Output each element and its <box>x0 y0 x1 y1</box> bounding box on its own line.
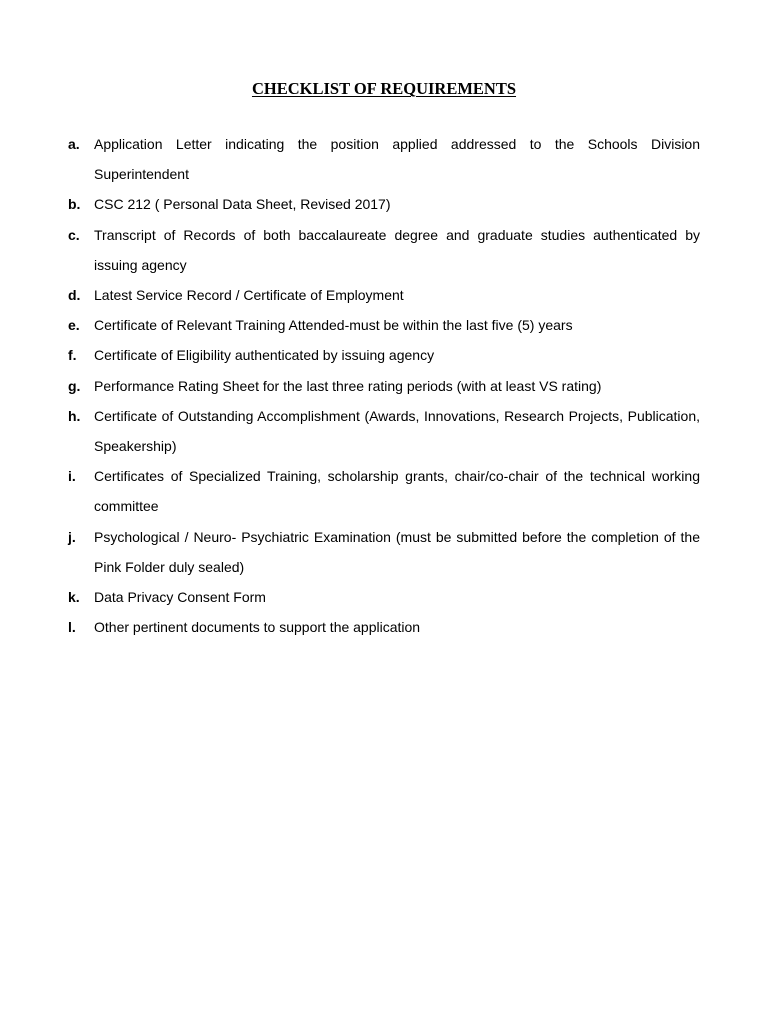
list-item-text: Certificate of Outstanding Accomplishment (Awards, Innovations, Research Projects, Publication, Speakership) <box>94 407 700 455</box>
list-item <box>0 220 700 280</box>
list-marker: f. <box>68 347 77 364</box>
list-item-text: Latest Service Record / Certificate of Employment <box>94 287 404 304</box>
list-item-text: Data Privacy Consent Form <box>94 589 266 606</box>
document-title <box>0 79 768 99</box>
list-marker: b. <box>68 196 81 213</box>
list-marker: e. <box>68 317 80 334</box>
list-marker: h. <box>68 407 81 424</box>
list-item <box>0 310 700 340</box>
list-item-text: Application Letter indicating the position applied addressed to the Schools Division Superintendent <box>94 136 700 183</box>
list-marker: c. <box>68 226 80 243</box>
list-item <box>0 522 700 582</box>
list-item <box>0 280 700 310</box>
requirements-list <box>0 129 768 642</box>
list-item-text: Certificate of Relevant Training Attended-must be within the last five (5) years <box>94 317 573 334</box>
list-item <box>0 340 700 370</box>
list-marker: l. <box>68 619 76 636</box>
list-marker: a. <box>68 136 80 152</box>
list-item-text: CSC 212 ( Personal Data Sheet, Revised 2017) <box>94 196 391 213</box>
list-item-text: Certificate of Eligibility authenticated by issuing agency <box>94 347 435 364</box>
list-marker: k. <box>68 589 80 606</box>
list-item-text: Transcript of Records of both baccalaureate degree and graduate studies authenticated by issuing agency <box>94 226 700 273</box>
list-item <box>0 401 700 461</box>
list-marker: i. <box>68 468 76 485</box>
list-item-text: Performance Rating Sheet for the last three rating periods (with at least VS rating) <box>94 377 602 394</box>
list-item <box>0 461 700 521</box>
list-marker: j. <box>68 528 76 545</box>
list-item <box>0 612 700 642</box>
list-item <box>0 371 700 401</box>
list-marker: d. <box>68 287 81 304</box>
document-title-text: CHECKLIST OF REQUIREMENTS <box>251 79 517 98</box>
list-item-text: Psychological / Neuro- Psychiatric Examination (must be submitted before the completion of the Pink Folder duly sealed) <box>94 528 700 575</box>
list-marker: g. <box>68 377 81 394</box>
list-item-text: Certificates of Specialized Training, scholarship grants, chair/co-chair of the technical working committee <box>94 468 700 515</box>
list-item <box>0 582 700 612</box>
list-item <box>0 129 700 189</box>
list-item-text: Other pertinent documents to support the application <box>94 619 421 636</box>
list-item <box>0 189 700 219</box>
